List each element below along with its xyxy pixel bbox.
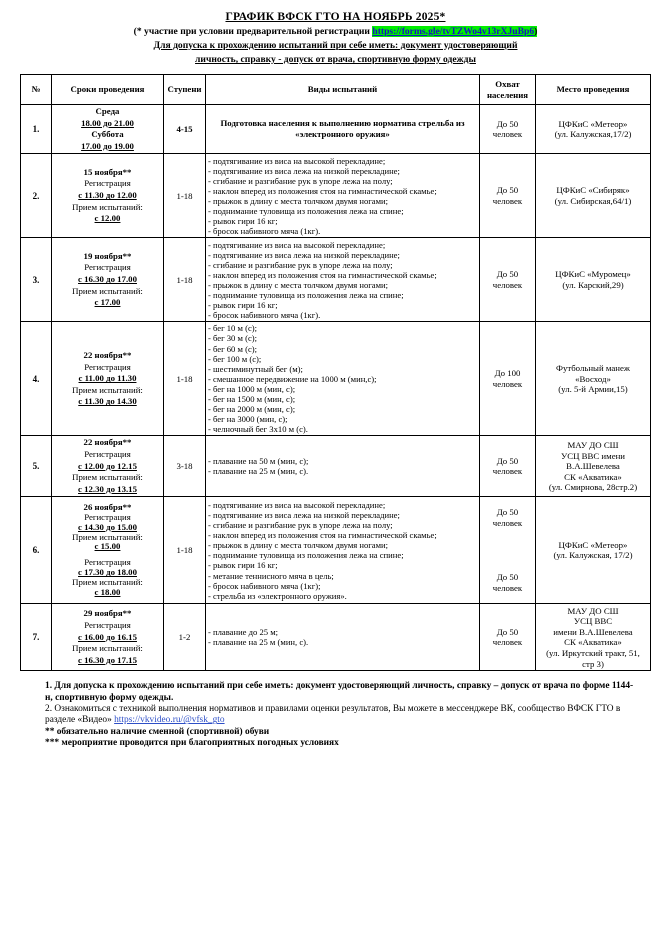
tests-cell xyxy=(206,238,480,322)
test-item: - бросок набивного мяча (1кг). xyxy=(208,226,321,237)
test-item: - сгибание и разгибание рук в упоре лежа на полу; xyxy=(208,259,393,270)
schedule-line: Прием испытаний: xyxy=(72,384,143,395)
link-highlight xyxy=(372,26,537,37)
table-row xyxy=(21,436,651,497)
test-item: - плавание до 25 м; xyxy=(208,627,279,638)
test-item: - поднимание туловища из положения лежа на спине; xyxy=(208,289,404,300)
location-line: Футбольный манеж xyxy=(556,363,630,373)
schedule-line: Регистрация xyxy=(84,449,131,459)
test-item: - поднимание туловища из положения лежа на спине; xyxy=(208,205,404,216)
location-line: МАУ ДО СШ xyxy=(567,439,619,450)
schedule-line: с 15.00 xyxy=(94,541,121,552)
schedule-line: Прием испытаний: xyxy=(72,201,143,212)
location-line: СК «Акватика» xyxy=(564,471,622,482)
column-header-stages: Ступени xyxy=(164,75,206,105)
test-item: - наклон вперед из положения стоя на гимнастической скамье; xyxy=(208,185,437,196)
column-header-number: № xyxy=(21,75,52,105)
location-cell xyxy=(536,238,651,322)
location-cell xyxy=(536,604,651,671)
schedule-line: Суббота xyxy=(91,129,124,140)
test-item: - поднимание туловища из положения лежа на спине; xyxy=(208,550,404,561)
schedule-line: Регистрация xyxy=(84,511,131,522)
schedule-line: с 11.30 до 14.30 xyxy=(78,396,137,407)
test-item: - плавание на 25 м (мин, с). xyxy=(208,637,309,648)
schedule-line: 22 ноября** xyxy=(83,349,132,360)
test-item: - рывок гири 16 кг; xyxy=(208,216,278,227)
column-header-coverage: Охват населения xyxy=(480,75,536,105)
location-cell xyxy=(536,436,651,497)
stages-cell: 4-15 xyxy=(164,105,206,154)
test-item: - бросок набивного мяча (1кг); xyxy=(208,580,321,591)
schedule-line: с 17.00 xyxy=(94,297,121,308)
test-item: - прыжок в длину с места толчком двумя ногами; xyxy=(208,279,389,290)
schedule-line: Прием испытаний: xyxy=(72,472,143,483)
location-line: СК «Акватика» xyxy=(564,637,622,648)
coverage-block: До 50 человек xyxy=(492,269,523,290)
row-number-cell: 1. xyxy=(21,105,52,154)
coverage-cell xyxy=(480,322,536,436)
test-item: - метание теннисного мяча в цель; xyxy=(208,570,334,581)
location-line: (ул. Калужская,17/2) xyxy=(554,129,632,140)
footnote-shoes: ** обязательно наличие сменной (спортивной) обуви xyxy=(45,726,270,737)
table-row xyxy=(21,105,651,154)
tests-cell xyxy=(206,436,480,497)
schedule-line: 15 ноября** xyxy=(83,166,132,177)
test-item: - бег 30 м (с); xyxy=(208,333,258,344)
coverage-block: До 50 человек xyxy=(492,507,523,528)
registration-form-link[interactable]: https://forms.gle/tvTZWo4v13rXJuBp6 xyxy=(372,26,535,37)
schedule-line: Среда xyxy=(95,106,120,116)
stages-cell: 1-18 xyxy=(164,238,206,322)
location-line: ЦФКиС «Метеор» xyxy=(558,118,628,129)
stages-cell: 1-2 xyxy=(164,604,206,671)
coverage-cell xyxy=(480,154,536,238)
schedule-line: с 16.00 до 16.15 xyxy=(78,631,137,642)
schedule-cell xyxy=(52,154,164,238)
tests-cell xyxy=(206,154,480,238)
table-row xyxy=(21,497,651,604)
schedule-line: Регистрация xyxy=(84,178,131,189)
test-item: - смешанное передвижение на 1000 м (мин,с); xyxy=(208,373,377,384)
coverage-block: До 100 человек xyxy=(492,368,523,389)
test-item: - стрельба из «электронного оружия». xyxy=(208,590,347,601)
column-header-location: Место проведения xyxy=(536,75,651,105)
schedule-line: Прием испытаний: xyxy=(72,285,143,296)
location-cell xyxy=(536,322,651,436)
footnote-weather: *** мероприятие проводится при благоприятных погодных условиях xyxy=(45,737,339,748)
registration-note-suffix: ) xyxy=(534,26,538,37)
schedule-line: с 12.00 xyxy=(94,213,121,224)
test-item: - бег 10 м (с); xyxy=(208,323,258,334)
tests-cell: Подготовка населения к выполнению норматива стрельба из «электронного оружия» xyxy=(206,105,480,154)
schedule-table xyxy=(20,74,651,671)
row-number-cell: 3. xyxy=(21,238,52,322)
tests-cell xyxy=(206,322,480,436)
test-item: - рывок гири 16 кг; xyxy=(208,300,278,311)
location-line: ЦФКиС «Муромец» xyxy=(555,269,631,280)
test-item: - шестиминутный бег (м); xyxy=(208,363,303,374)
registration-note-text: (* участие при условии предварительной регистрации xyxy=(133,26,373,37)
row-number-cell: 7. xyxy=(21,604,52,671)
schedule-line: с 11.00 до 11.30 xyxy=(78,373,137,384)
schedule-line: Прием испытаний: xyxy=(72,643,143,654)
schedule-line: с 11.30 до 12.00 xyxy=(78,190,137,201)
test-item: - сгибание и разгибание рук в упоре лежа на полу; xyxy=(208,175,393,186)
location-cell xyxy=(536,154,651,238)
page-title: ГРАФИК ВФСК ГТО НА НОЯБРЬ 2025* xyxy=(225,11,446,23)
location-line: (ул. Сибирская,64/1) xyxy=(554,195,632,206)
location-line: В.А.Шевелева xyxy=(566,461,620,472)
requirement-line-2: личность, справку - допуск от врача, спортивную форму одежды xyxy=(195,54,476,65)
coverage-cell xyxy=(480,497,536,604)
test-item: - сгибание и разгибание рук в упоре лежа на полу; xyxy=(208,520,393,531)
test-item: - челночный бег 3х10 м (с). xyxy=(208,424,308,435)
footnotes xyxy=(45,681,635,749)
test-item: - бросок набивного мяча (1кг). xyxy=(208,310,321,321)
location-cell xyxy=(536,497,651,604)
schedule-cell xyxy=(52,604,164,671)
location-line: ЦФКиС «Метеор» xyxy=(558,539,628,550)
schedule-cell xyxy=(52,322,164,436)
schedule-line: Регистрация xyxy=(84,619,131,630)
stages-cell: 1-18 xyxy=(164,322,206,436)
schedule-line: с 12.30 до 13.15 xyxy=(78,483,137,494)
schedule-line: Прием испытаний: xyxy=(72,531,143,542)
schedule-cell xyxy=(52,436,164,497)
location-line: (ул. Смирнова, 28стр.2) xyxy=(548,482,638,493)
schedule-line: 17.00 до 19.00 xyxy=(81,140,134,151)
location-line: УСЦ ВВС имени xyxy=(560,450,626,461)
location-line: «Восход» xyxy=(575,373,611,384)
coverage-cell xyxy=(480,105,536,154)
coverage-block: До 50 человек xyxy=(492,185,523,206)
footnote-video-text: 2. Ознакомиться с техникой выполнения нормативов и правилами оценки результатов, Вы можете в мессенджере ВК, сообщество ВФСК ГТО в разделе «Видео» xyxy=(45,703,621,726)
test-item: - бег 60 м (с); xyxy=(208,343,258,354)
registration-note xyxy=(0,26,671,37)
requirement-line-1: Для допуска к прохождению испытаний при себе иметь: документ удостоверяющий xyxy=(153,40,518,51)
coverage-cell xyxy=(480,604,536,671)
test-item: - подтягивание из виса лежа на низкой перекладине; xyxy=(208,510,400,520)
test-item: - подтягивание из виса на высокой перекладине; xyxy=(208,239,386,250)
location-cell xyxy=(536,105,651,154)
location-line: МАУ ДО СШ xyxy=(567,605,619,616)
test-item: - наклон вперед из положения стоя на гимнастической скамье; xyxy=(208,269,437,280)
tests-cell xyxy=(206,497,480,604)
schedule-line: с 17.30 до 18.00 xyxy=(78,567,137,578)
schedule-line: с 14.30 до 15.00 xyxy=(78,521,137,532)
schedule-line: 29 ноября** xyxy=(83,608,132,619)
test-item: - прыжок в длину с места толчком двумя ногами; xyxy=(208,195,389,206)
test-item: - подтягивание из виса на высокой перекладине; xyxy=(208,499,386,510)
schedule-cell xyxy=(52,238,164,322)
column-header-tests: Виды испытаний xyxy=(206,75,480,105)
test-item: - рывок гири 16 кг; xyxy=(208,560,278,571)
stages-cell: 1-18 xyxy=(164,497,206,604)
coverage-block: До 50 человек xyxy=(492,572,523,593)
tests-cell xyxy=(206,604,480,671)
schedule-line: Прием испытаний: xyxy=(72,577,143,588)
test-item: - плавание на 25 м (мин, с). xyxy=(208,466,309,477)
stages-cell: 3-18 xyxy=(164,436,206,497)
row-number-cell: 6. xyxy=(21,497,52,604)
location-line: (ул. Иркутский тракт, 51, xyxy=(546,647,640,658)
schedule-line: 22 ноября** xyxy=(83,437,132,448)
footnote-documents: 1. Для допуска к прохождению испытаний при себе иметь: документ удостоверяющий личность, справку – допуск от врача по форме 1144-н, спортивную форму одежды. xyxy=(45,681,634,703)
location-line: УСЦ ВВС xyxy=(573,616,613,627)
test-item: - наклон вперед из положения стоя на гимнастической скамье; xyxy=(208,530,437,541)
row-number-cell: 4. xyxy=(21,322,52,436)
schedule-line: 19 ноября** xyxy=(83,250,132,261)
table-row xyxy=(21,154,651,238)
coverage-cell xyxy=(480,238,536,322)
location-line: имени В.А.Шевелева xyxy=(553,626,633,637)
table-header-row xyxy=(21,75,651,105)
location-line: (ул. Калужская, 17/2) xyxy=(553,550,633,561)
table-row xyxy=(21,238,651,322)
test-item: - подтягивание из виса лежа на низкой перекладине; xyxy=(208,165,400,176)
schedule-line: с 18.00 xyxy=(94,587,121,598)
stages-cell: 1-18 xyxy=(164,154,206,238)
schedule-line: 18.00 до 21.00 xyxy=(81,117,134,128)
test-item: - подтягивание из виса лежа на низкой перекладине; xyxy=(208,249,400,260)
schedule-line: с 16.30 до 17.15 xyxy=(78,654,137,665)
schedule-cell xyxy=(52,105,164,154)
row-number-cell: 2. xyxy=(21,154,52,238)
location-line: (ул. Карский,29) xyxy=(562,279,624,290)
footnote-video xyxy=(45,704,635,727)
schedule-table-body xyxy=(21,105,651,671)
test-item: - бег на 1500 м (мин, с); xyxy=(208,394,296,405)
schedule-line: Регистрация xyxy=(84,361,131,372)
coverage-cell xyxy=(480,436,536,497)
location-line: стр 3) xyxy=(582,658,604,669)
document-header xyxy=(0,0,671,65)
table-row xyxy=(21,322,651,436)
schedule-line: с 16.30 до 17.00 xyxy=(78,274,137,285)
test-item: - плавание на 50 м (мин, с); xyxy=(208,456,309,467)
location-line: (ул. 5-й Армии,15) xyxy=(558,384,628,395)
test-item: - бег на 2000 м (мин, с); xyxy=(208,404,296,415)
test-item: - бег на 3000 (мин, с); xyxy=(208,414,288,425)
schedule-line: 26 ноября** xyxy=(83,501,132,512)
row-number-cell: 5. xyxy=(21,436,52,497)
coverage-block: До 50 человек xyxy=(492,118,523,140)
table-row xyxy=(21,604,651,671)
coverage-block: До 50 человек xyxy=(492,626,523,648)
schedule-line: Регистрация xyxy=(84,262,131,273)
vk-video-link[interactable]: https://vkvideo.ru/@vfsk_gto xyxy=(114,715,225,726)
schedule-cell xyxy=(52,497,164,604)
location-line: ЦФКиС «Сибиряк» xyxy=(556,185,630,196)
test-item: - прыжок в длину с места толчком двумя ногами; xyxy=(208,540,389,551)
column-header-dates: Сроки проведения xyxy=(52,75,164,105)
schedule-line: Регистрация xyxy=(84,557,131,568)
coverage-block: До 50 человек xyxy=(492,455,523,477)
test-item: - бег 100 м (с); xyxy=(208,353,262,364)
test-item: - подтягивание из виса на высокой перекладине; xyxy=(208,155,386,166)
schedule-line: с 12.00 до 12.15 xyxy=(78,460,137,471)
test-item: - бег на 1000 м (мин, с); xyxy=(208,383,296,394)
